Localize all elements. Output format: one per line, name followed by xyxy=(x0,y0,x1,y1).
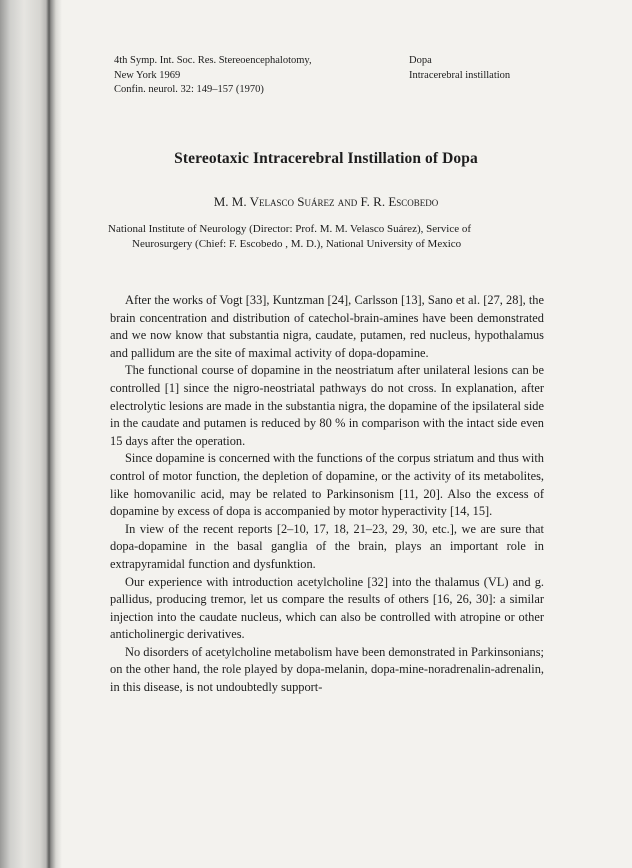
book-binding-shadow xyxy=(0,0,62,868)
keyword: Intracerebral instillation xyxy=(409,69,511,81)
paragraph: Our experience with introduction acetylcholine [32] into the thalamus (VL) and g. pallidus, producing tremor, let us compare the results of others [16, 26, 30]: a similar injection into the caudate nucleus, which can also be controlled with atropine or other anticholinergic derivatives. xyxy=(110,574,544,642)
authors: M. M. Velasco Suárez and F. R. Escobedo xyxy=(213,194,439,209)
paragraph: The functional course of dopamine in the neostriatum after unilateral lesions can be controlled [1] since the nigro-neostriatal pathways do not cross. In explanation, after electrolytic lesions are made in the substantia nigra, the dopamine of the ipsilateral side in the caudate and putamen is reduced by 80 % in comparison with the intact side even 15 days after the operation. xyxy=(110,363,544,448)
keywords-header xyxy=(409,54,510,83)
citation-line: New York 1969 xyxy=(114,69,181,81)
affiliation-line: National Institute of Neurology (Director: Prof. M. M. Velasco Suárez), Service of xyxy=(108,223,472,235)
article-title: Stereotaxic Intracerebral Instillation of Dopa xyxy=(174,150,478,167)
paragraph: In view of the recent reports [2–10, 17, 18, 21–23, 29, 30, etc.], we are sure that dopa-dopamine in the basal ganglia of the brain, plays an important role in extrapyramidal function and dysfunktion. xyxy=(110,521,544,571)
citation-line: 4th Symp. Int. Soc. Res. Stereoencephalotomy, xyxy=(114,55,312,66)
paragraph: No disorders of acetylcholine metabolism have been demonstrated in Parkinsonians; on the other hand, the role played by dopa-melanin, dopa-mine-noradrenalin-adrenalin, in this disease, is not undoubtedly support- xyxy=(110,644,544,695)
citation-header xyxy=(114,54,312,98)
paragraph: Since dopamine is concerned with the functions of the corpus striatum and thus with control of motor function, the depletion of dopamine, or the activity of its metabolites, like homovanilic acid, may be related to Parkinsonism [11, 20]. Also the excess of dopamine by excess of dopa is accompanied by motor hyperactivity [14, 15]. xyxy=(110,451,544,519)
paragraph: After the works of Vogt [33], Kuntzman [24], Carlsson [13], Sano et al. [27, 28], the brain concentration and distribution of catechol-brain-amines have been demonstrated and we now know that substantia nigra, caudate, putamen, red nucleus, hypothalamus and pallidum are the site of maximal activity of dopa-dopamine. xyxy=(110,293,544,360)
citation-line: Confin. neurol. 32: 149–157 (1970) xyxy=(114,84,264,95)
keyword: Dopa xyxy=(409,55,432,66)
journal-page xyxy=(62,0,632,868)
article-body xyxy=(110,292,544,697)
affiliation-line: Neurosurgery (Chief: F. Escobedo , M. D.), National University of Mexico xyxy=(132,238,462,250)
affiliation xyxy=(108,222,538,252)
